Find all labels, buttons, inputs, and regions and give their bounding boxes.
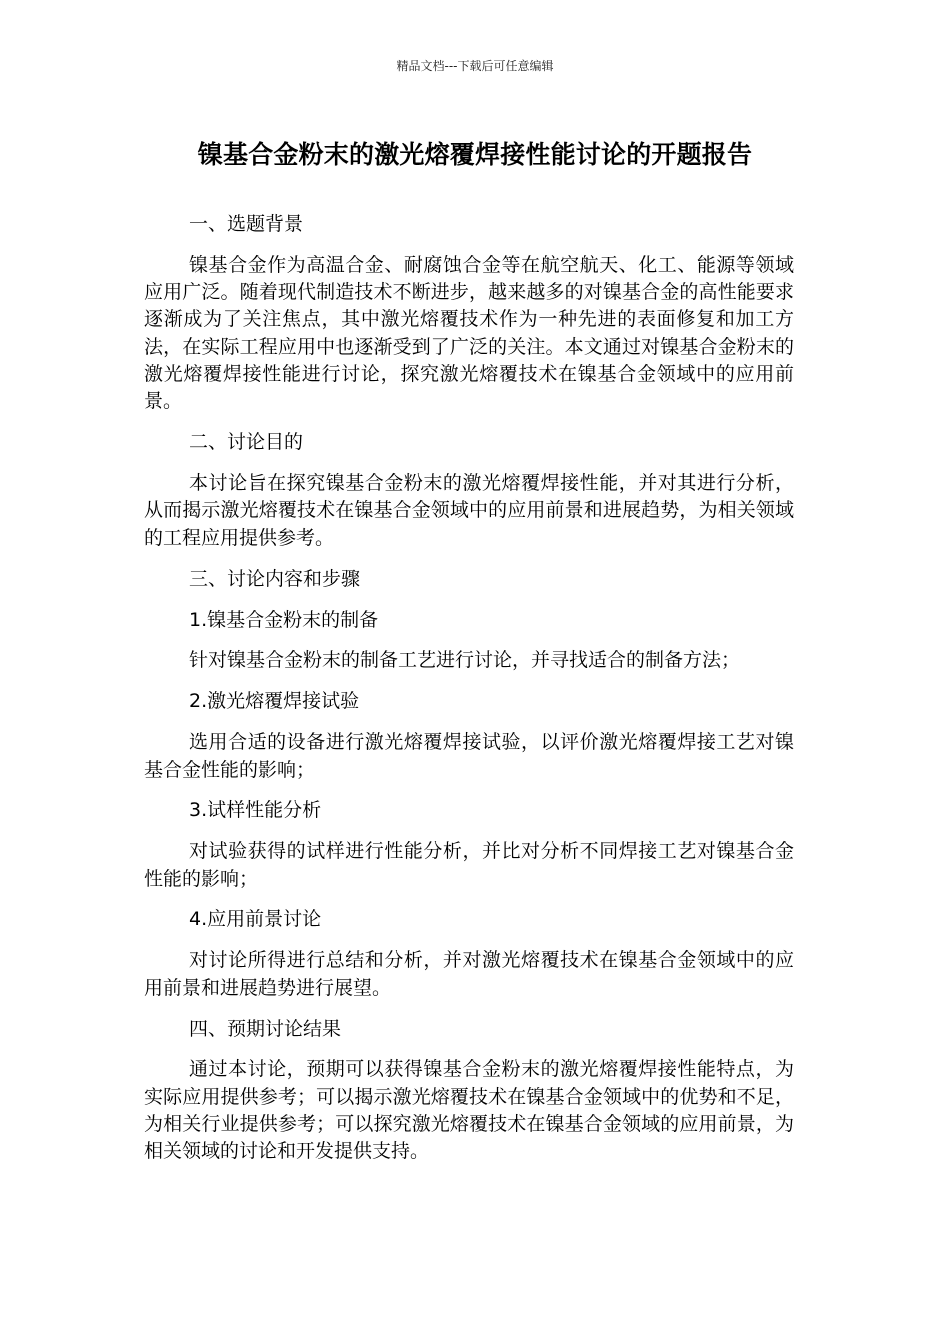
section-heading-background: 一、选题背景 (189, 213, 304, 235)
section-heading-purpose: 二、讨论目的 (189, 431, 304, 454)
step-paragraph-2: 选用合适的设备进行激光熔覆焊接试验，以评价激光熔覆焊接工艺对镍基合金性能的影响； (144, 731, 794, 781)
step-heading-2: 2.激光熔覆焊接试验 (189, 690, 360, 713)
paragraph-expected-results: 通过本讨论，预期可以获得镍基合金粉末的激光熔覆焊接性能特点，为实际应用提供参考；可以揭示激光熔覆技术在镍基合金领域中的优势和不足，为相关行业提供参考；可以探究激光熔覆技术在镍基合金领域的应用前景，为相关领域的讨论和开发提供支持。 (144, 1058, 794, 1163)
paragraph-purpose: 本讨论旨在探究镍基合金粉末的激光熔覆焊接性能，并对其进行分析，从而揭示激光熔覆技术在镍基合金领域中的应用前景和进展趋势，为相关领域的工程应用提供参考。 (144, 472, 794, 549)
step-paragraph-4: 对讨论所得进行总结和分析，并对激光熔覆技术在镍基合金领域中的应用前景和进展趋势进行展望。 (144, 949, 794, 999)
step-paragraph-3: 对试验获得的试样进行性能分析，并比对分析不同焊接工艺对镍基合金性能的影响； (144, 840, 794, 890)
step-heading-4: 4.应用前景讨论 (189, 908, 322, 931)
step-heading-3: 3.试样性能分析 (189, 799, 322, 822)
section-heading-content-steps: 三、讨论内容和步骤 (189, 567, 361, 590)
section-heading-expected-results: 四、预期讨论结果 (189, 1017, 342, 1040)
paragraph-background: 镍基合金作为高温合金、耐腐蚀合金等在航空航天、化工、能源等领域应用广泛。随着现代制造技术不断进步，越来越多的对镍基合金的高性能要求逐渐成为了关注焦点，其中激光熔覆技术作为一种先进的表面修复和加工方法，在实际工程应用中也逐渐受到了广泛的关注。本文通过对镍基合金粉末的激光熔覆焊接性能进行讨论，探究激光熔覆技术在镍基合金领域中的应用前景。 (144, 253, 794, 413)
header-note: 精品文档---下载后可任意编辑 (396, 59, 554, 73)
document-body (144, 211, 794, 1179)
document-title: 镍基合金粉末的激光熔覆焊接性能讨论的开题报告 (197, 140, 753, 169)
step-paragraph-1: 针对镍基合金粉末的制备工艺进行讨论，并寻找适合的制备方法； (189, 649, 741, 672)
step-heading-1: 1.镍基合金粉末的制备 (189, 608, 379, 631)
